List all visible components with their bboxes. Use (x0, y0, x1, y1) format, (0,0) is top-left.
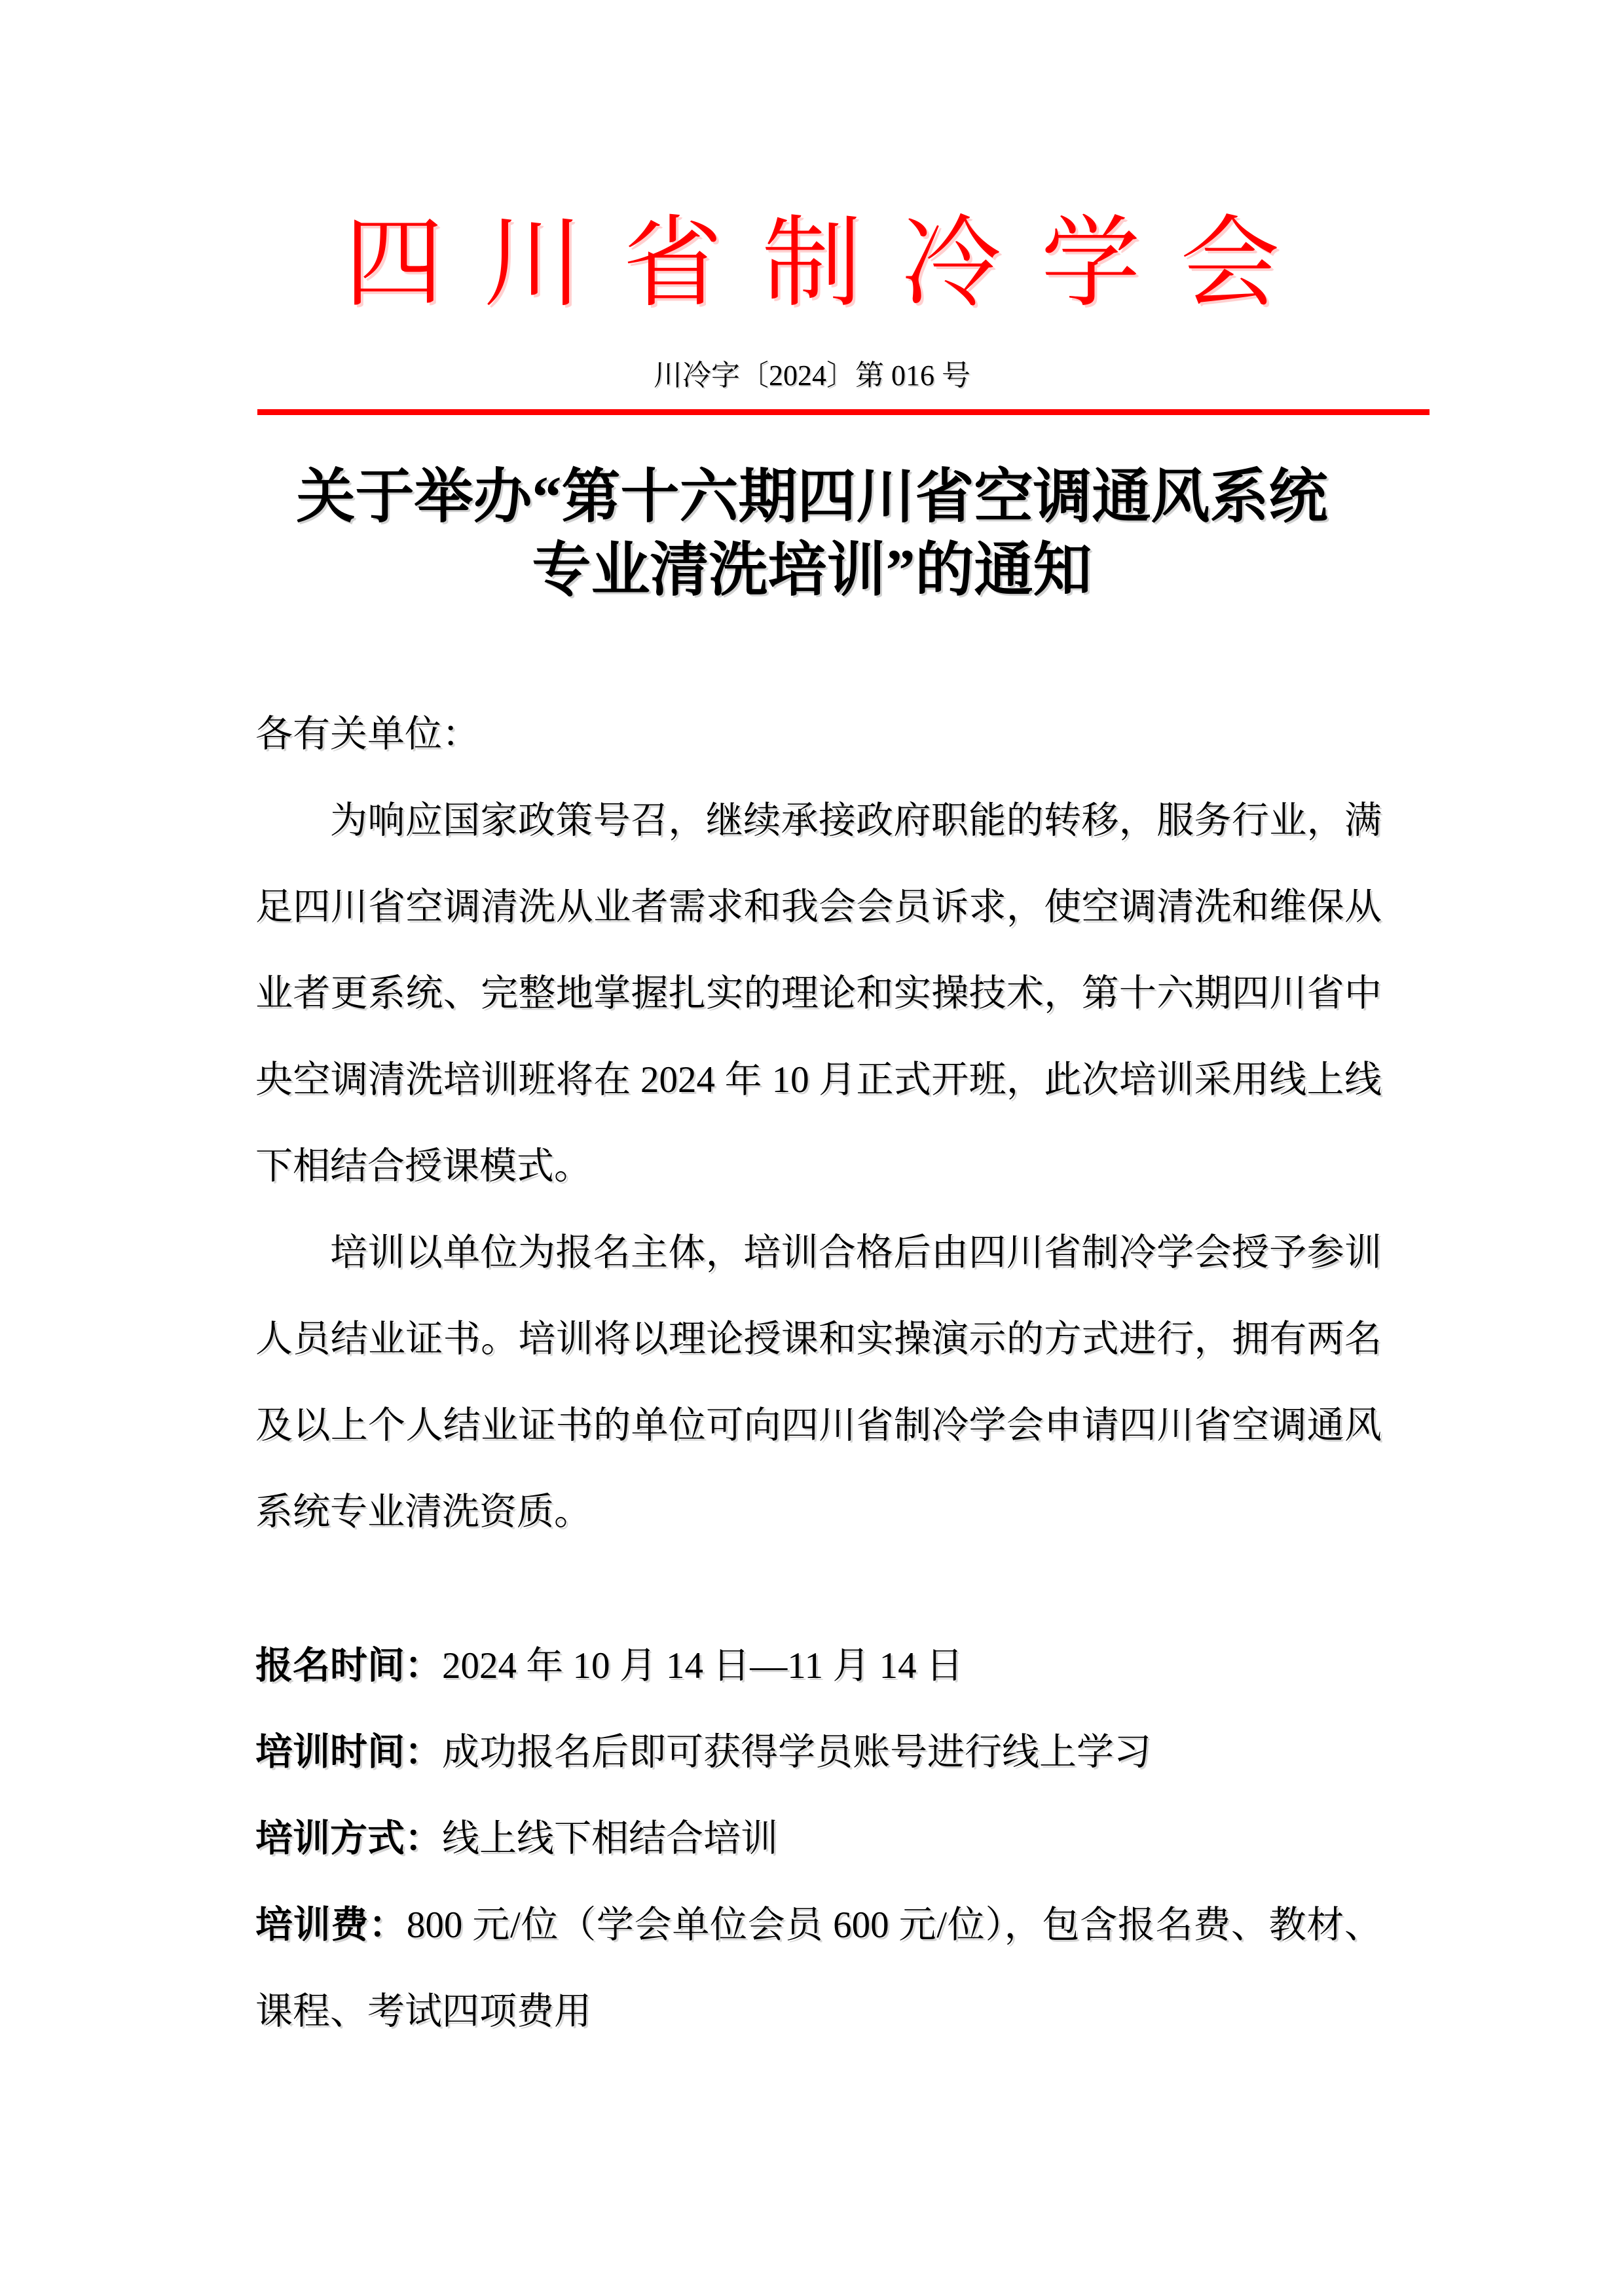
salutation: 各有关单位： (255, 714, 479, 755)
info-line-training-method (255, 1796, 1382, 1882)
training-info-block (255, 1623, 1382, 2055)
training-fee-label: 培训费： (255, 1904, 407, 1946)
red-divider-rule (257, 409, 1430, 415)
notice-title (0, 461, 1624, 608)
training-method-label: 培训方式： (255, 1818, 442, 1859)
paragraph-policy-background: 为响应国家政策号召，继续承接政府职能的转移，服务行业，满足四川省空调清洗从业者需求和我会会员诉求，使空调清洗和维保从业者更系统、完整地掌握扎实的理论和实操技术，第十六期四川省中央空调清洗培训班将在 2024 年 10 月正式开班，此次培训采用线上线下相结合授课模式。 (255, 800, 1382, 1187)
document-number: 川冷字〔2024〕第 016 号 (654, 359, 970, 392)
info-line-training-fee (255, 1882, 1382, 2055)
info-line-training-time (255, 1709, 1382, 1796)
info-line-registration-time (255, 1623, 1382, 1709)
document-body (255, 691, 1382, 1556)
notice-title-line2: 专业清洗培训”的通知 (532, 538, 1092, 603)
paragraph-certification-info: 培训以单位为报名主体，培训合格后由四川省制冷学会授予参训人员结业证书。培训将以理论授课和实操演示的方式进行，拥有两名及以上个人结业证书的单位可向四川省制冷学会申请四川省空调通风系统专业清洗资质。 (255, 1232, 1382, 1533)
training-method-value: 线上线下相结合培训 (442, 1818, 778, 1859)
training-time-label: 培训时间： (255, 1732, 442, 1773)
training-fee-value: 800 元/位（学会单位会员 600 元/位），包含报名费、教材、课程、考试四项费用 (255, 1904, 1382, 2032)
registration-time-value: 2024 年 10 月 14 日—11 月 14 日 (442, 1645, 963, 1686)
training-time-value: 成功报名后即可获得学员账号进行线上学习 (442, 1732, 1151, 1773)
organization-title: 四川省制冷学会 (344, 209, 1320, 319)
registration-time-label: 报名时间： (255, 1645, 442, 1686)
notice-title-line1: 关于举办“第十六期四川省空调通风系统 (296, 465, 1328, 530)
